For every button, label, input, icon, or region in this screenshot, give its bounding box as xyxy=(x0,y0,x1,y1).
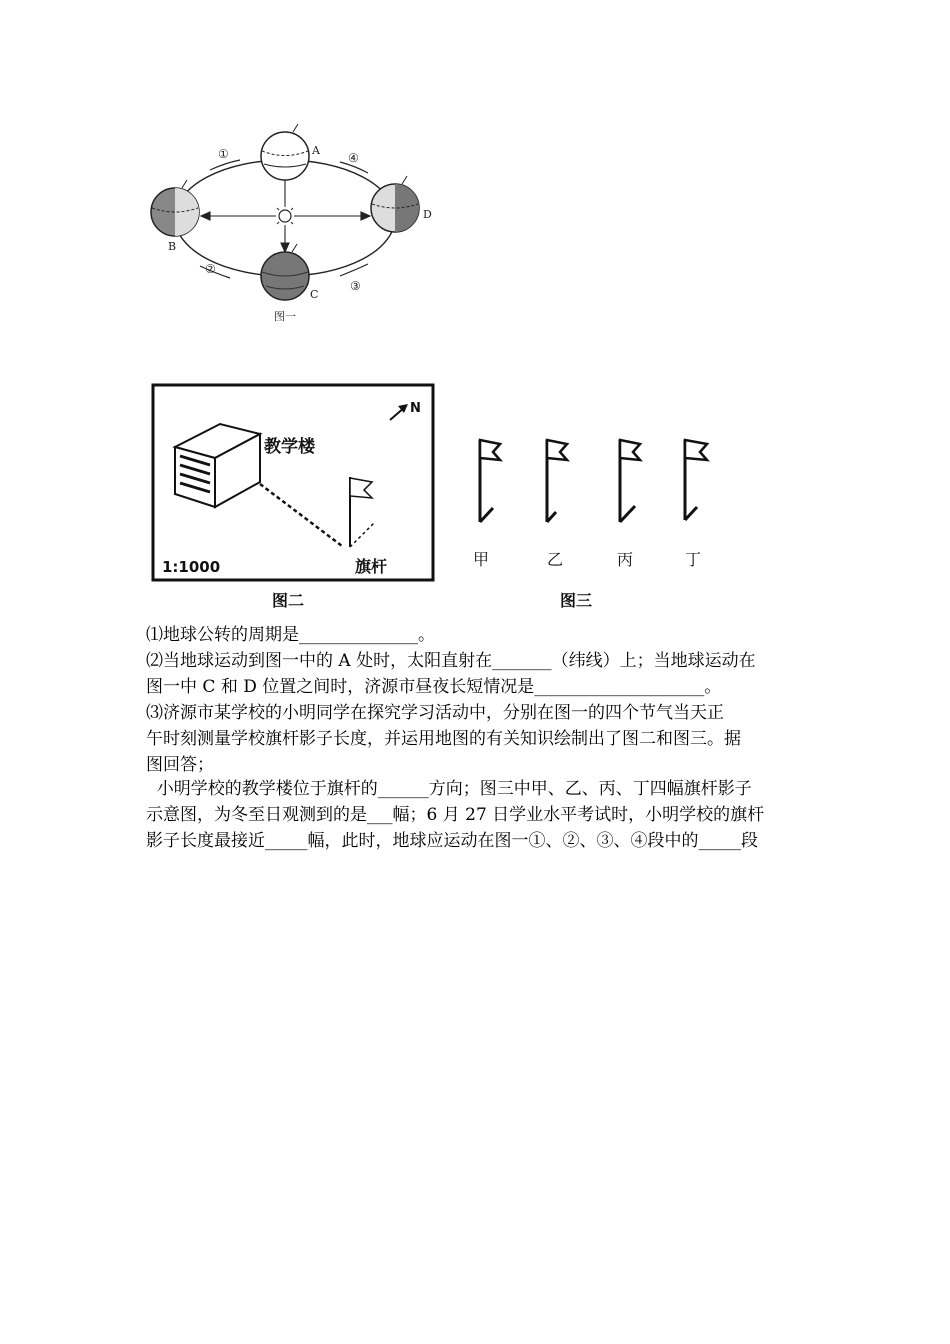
question-2-line-1: ⑵当地球运动到图一中的 A 处时，太阳直射在_______（纬线）上；当地球运动在 xyxy=(146,651,756,671)
segment-1-label: ① xyxy=(218,147,229,161)
figure-2-caption: 图二 xyxy=(272,591,305,610)
sun-icon xyxy=(273,204,297,228)
figure-3-caption: 图三 xyxy=(560,591,593,610)
question-3-line-4: 小明学校的教学楼位于旗杆的______方向；图三中甲、乙、丙、丁四幅旗杆影子 xyxy=(146,779,752,799)
shadow-diagram-bing xyxy=(620,440,640,522)
label-d: D xyxy=(423,208,432,221)
building-label: 教学楼 xyxy=(264,437,315,457)
label-yi: 乙 xyxy=(547,550,564,569)
figure-1-orbit-diagram xyxy=(140,118,440,333)
question-3-line-2: 午时刻测量学校旗杆影子长度，并运用地图的有关知识绘制出了图二和图三。据 xyxy=(146,729,741,749)
segment-3-label: ③ xyxy=(350,279,361,293)
label-ding: 丁 xyxy=(685,550,702,569)
label-c: C xyxy=(310,288,319,301)
segment-2-label: ② xyxy=(205,262,216,276)
question-3-line-5: 示意图，为冬至日观测到的是___幅；6 月 27 日学业水平考试时，小明学校的旗杆 xyxy=(146,805,765,825)
earth-position-c xyxy=(261,244,309,300)
scale-label: 1:1000 xyxy=(162,558,221,576)
label-b: B xyxy=(168,240,177,253)
north-label: N xyxy=(410,401,421,416)
flagpole-label: 旗杆 xyxy=(355,557,388,576)
shadow-diagram-jia xyxy=(480,440,500,522)
question-2-line-2: 图一中 C 和 D 位置之间时，济源市昼夜长短情况是____________________。 xyxy=(146,677,722,697)
earth-position-b xyxy=(151,180,199,236)
label-jia: 甲 xyxy=(473,550,490,569)
figure-1-caption: 图一 xyxy=(274,310,296,323)
earth-position-d xyxy=(371,176,419,232)
label-a: A xyxy=(312,144,320,157)
question-3-line-3: 图回答； xyxy=(146,755,214,775)
question-1: ⑴地球公转的周期是______________。 xyxy=(146,625,435,645)
question-3-line-1: ⑶济源市某学校的小明同学在探究学习活动中，分别在图一的四个节气当天正 xyxy=(146,703,724,723)
question-3-line-6: 影子长度最接近_____幅，此时，地球应运动在图一①、②、③、④段中的_____段 xyxy=(146,831,758,851)
shadow-diagram-yi xyxy=(547,440,567,522)
figure-3-shadows xyxy=(455,382,730,612)
label-bing: 丙 xyxy=(617,550,634,569)
figure-2-map xyxy=(150,382,440,612)
segment-4-label: ④ xyxy=(348,151,359,165)
earth-position-a xyxy=(261,124,309,180)
shadow-diagram-ding xyxy=(685,440,707,520)
